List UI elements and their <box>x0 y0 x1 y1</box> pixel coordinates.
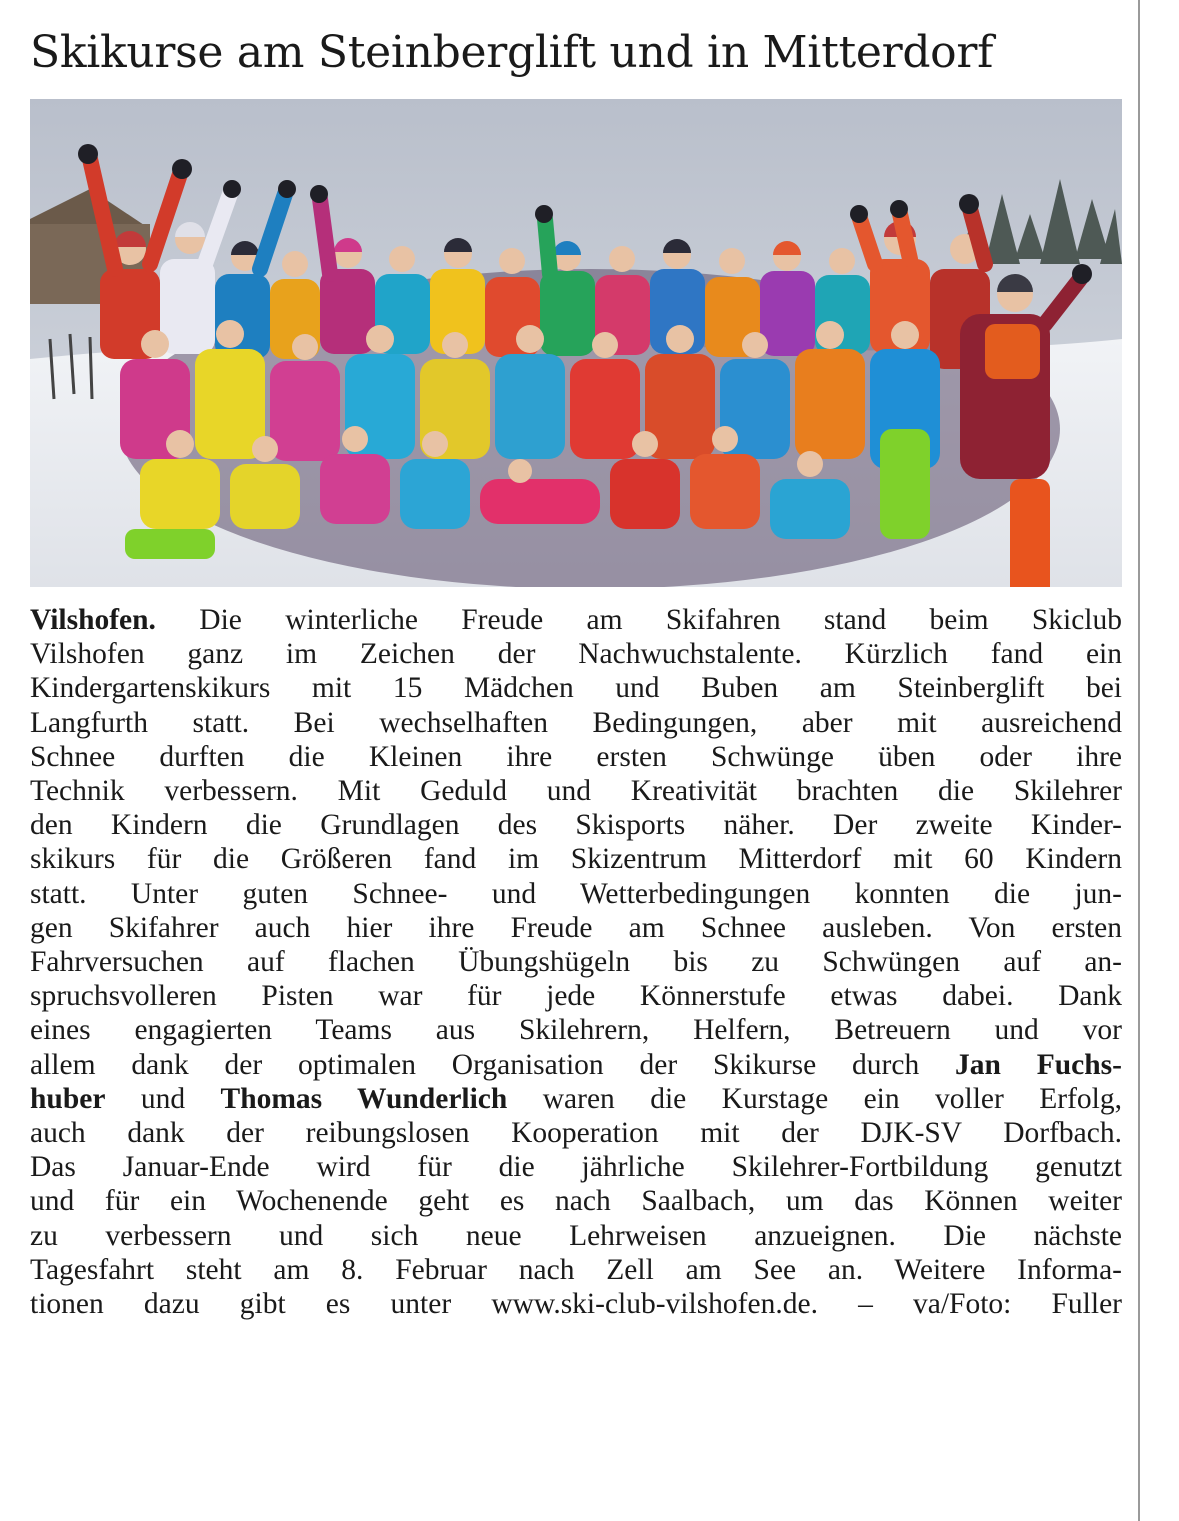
body-line: spruchsvolleren Pisten war für jede Könnerstufe etwas dabei. Dank <box>30 980 1122 1013</box>
body-line: gen Skifahrer auch hier ihre Freude am Schnee ausleben. Von ersten <box>30 911 1122 944</box>
body-line: eines engagierten Teams aus Skilehrern, Helfern, Betreuern und vor <box>30 1014 1122 1047</box>
body-line: Langfurth statt. Bei wechselhaften Bedingungen, aber mit ausreichend <box>30 706 1122 739</box>
body-line: Schnee durften die Kleinen ihre ersten Schwünge üben oder ihre <box>30 740 1122 773</box>
body-line: Vilshofen. Die winterliche Freude am Skifahren stand beim Skiclub <box>30 604 1122 636</box>
body-line: und für ein Wochenende geht es nach Saalbach, um das Können weiter <box>30 1185 1122 1218</box>
body-line: den Kindern die Grundlagen des Skisports näher. Der zweite Kinder- <box>30 809 1122 842</box>
body-line-credit: tionen dazu gibt es unter www.ski-club-vilshofen.de. – va/Foto: Fuller <box>30 1288 1122 1321</box>
body-line: auch dank der reibungslosen Kooperation mit der DJK-SV Dorfbach. <box>30 1117 1122 1150</box>
person-name-1-cont: huber <box>30 1082 106 1115</box>
body-line: Kindergartenskikurs mit 15 Mädchen und Buben am Steinberglift bei <box>30 672 1122 705</box>
article-headline: Skikurse am Steinberglift und in Mitterdorf <box>30 27 994 78</box>
column-divider <box>1138 0 1140 1521</box>
person-name-1: Jan Fuchs- <box>955 1048 1122 1081</box>
group-photo <box>30 99 1122 587</box>
body-line: zu verbessern und sich neue Lehrweisen anzueignen. Die nächste <box>30 1219 1122 1252</box>
dateline: Vilshofen. <box>30 604 156 636</box>
body-line: Vilshofen ganz im Zeichen der Nachwuchstalente. Kürzlich fand ein <box>30 638 1122 671</box>
body-line: allem dank der optimalen Organisation der Skikurse durch Jan Fuchs- <box>30 1048 1122 1081</box>
article-body <box>30 603 1122 1321</box>
body-line: Tagesfahrt steht am 8. Februar nach Zell am See an. Weitere Informa- <box>30 1253 1122 1286</box>
body-line: Fahrversuchen auf flachen Übungshügeln bis zu Schwüngen auf an- <box>30 946 1122 979</box>
group-photo-illustration <box>30 99 1122 587</box>
person-name-2: Thomas Wunderlich <box>220 1082 508 1115</box>
body-line: Das Januar-Ende wird für die jährliche Skilehrer-Fortbildung genutzt <box>30 1151 1122 1184</box>
body-line: Technik verbessern. Mit Geduld und Kreativität brachten die Skilehrer <box>30 775 1122 808</box>
body-line: skikurs für die Größeren fand im Skizentrum Mitterdorf mit 60 Kindern <box>30 843 1122 876</box>
body-line: huber und Thomas Wunderlich waren die Kurstage ein voller Erfolg, <box>30 1082 1123 1115</box>
body-line: statt. Unter guten Schnee- und Wetterbedingungen konnten die jun- <box>30 877 1122 910</box>
